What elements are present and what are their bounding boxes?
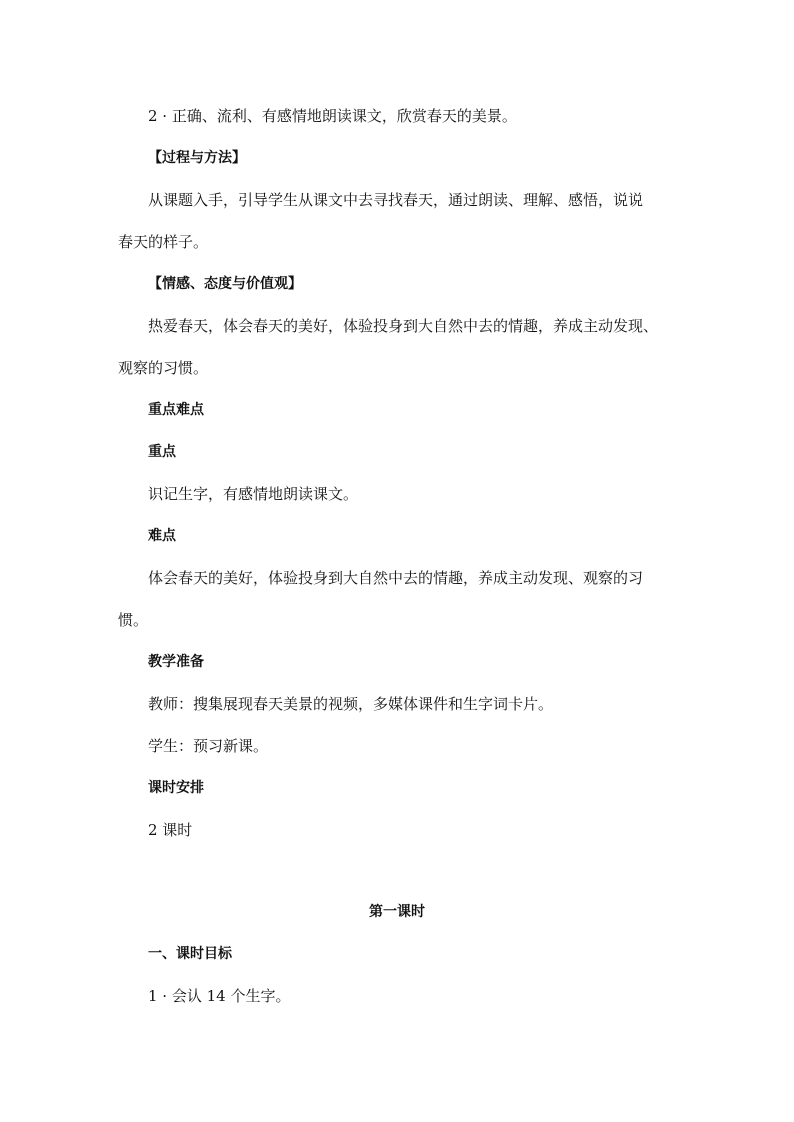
- preparation-student: 学生：预习新课。: [148, 737, 269, 755]
- preparation-heading: 教学准备: [148, 654, 204, 670]
- difficult-point-line-1: 体会春天的美好，体验投身到大自然中去的情趣，养成主动发现、观察的习: [148, 569, 644, 587]
- schedule-text: 2 课时: [148, 821, 193, 839]
- process-method-line-2: 春天的样子。: [118, 233, 209, 251]
- lesson-title: 第一课时: [369, 904, 425, 920]
- difficult-point-heading: 难点: [148, 528, 176, 544]
- lesson-goal-item-1: 1 · 会认 14 个生字。: [148, 987, 291, 1005]
- objective-item-2: 2 · 正确、流利、有感情地朗读课文，欣赏春天的美景。: [148, 107, 517, 125]
- emotion-heading: 【情感、态度与价值观】: [148, 276, 302, 292]
- key-difficult-heading: 重点难点: [148, 402, 204, 418]
- emotion-line-1: 热爱春天，体会春天的美好，体验投身到大自然中去的情趣，养成主动发现、: [148, 317, 659, 335]
- key-point-heading: 重点: [148, 444, 176, 460]
- process-method-line-1: 从课题入手，引导学生从课文中去寻找春天，通过朗读、理解、感悟，说说: [148, 191, 644, 209]
- emotion-line-2: 观察的习惯。: [118, 359, 209, 377]
- key-point-text: 识记生字，有感情地朗读课文。: [148, 485, 359, 503]
- preparation-teacher: 教师：搜集展现春天美景的视频，多媒体课件和生字词卡片。: [148, 695, 554, 713]
- lesson-goal-heading: 一、课时目标: [148, 946, 232, 962]
- difficult-point-line-2: 惯。: [118, 611, 149, 629]
- process-method-heading: 【过程与方法】: [148, 150, 246, 166]
- schedule-heading: 课时安排: [148, 780, 204, 796]
